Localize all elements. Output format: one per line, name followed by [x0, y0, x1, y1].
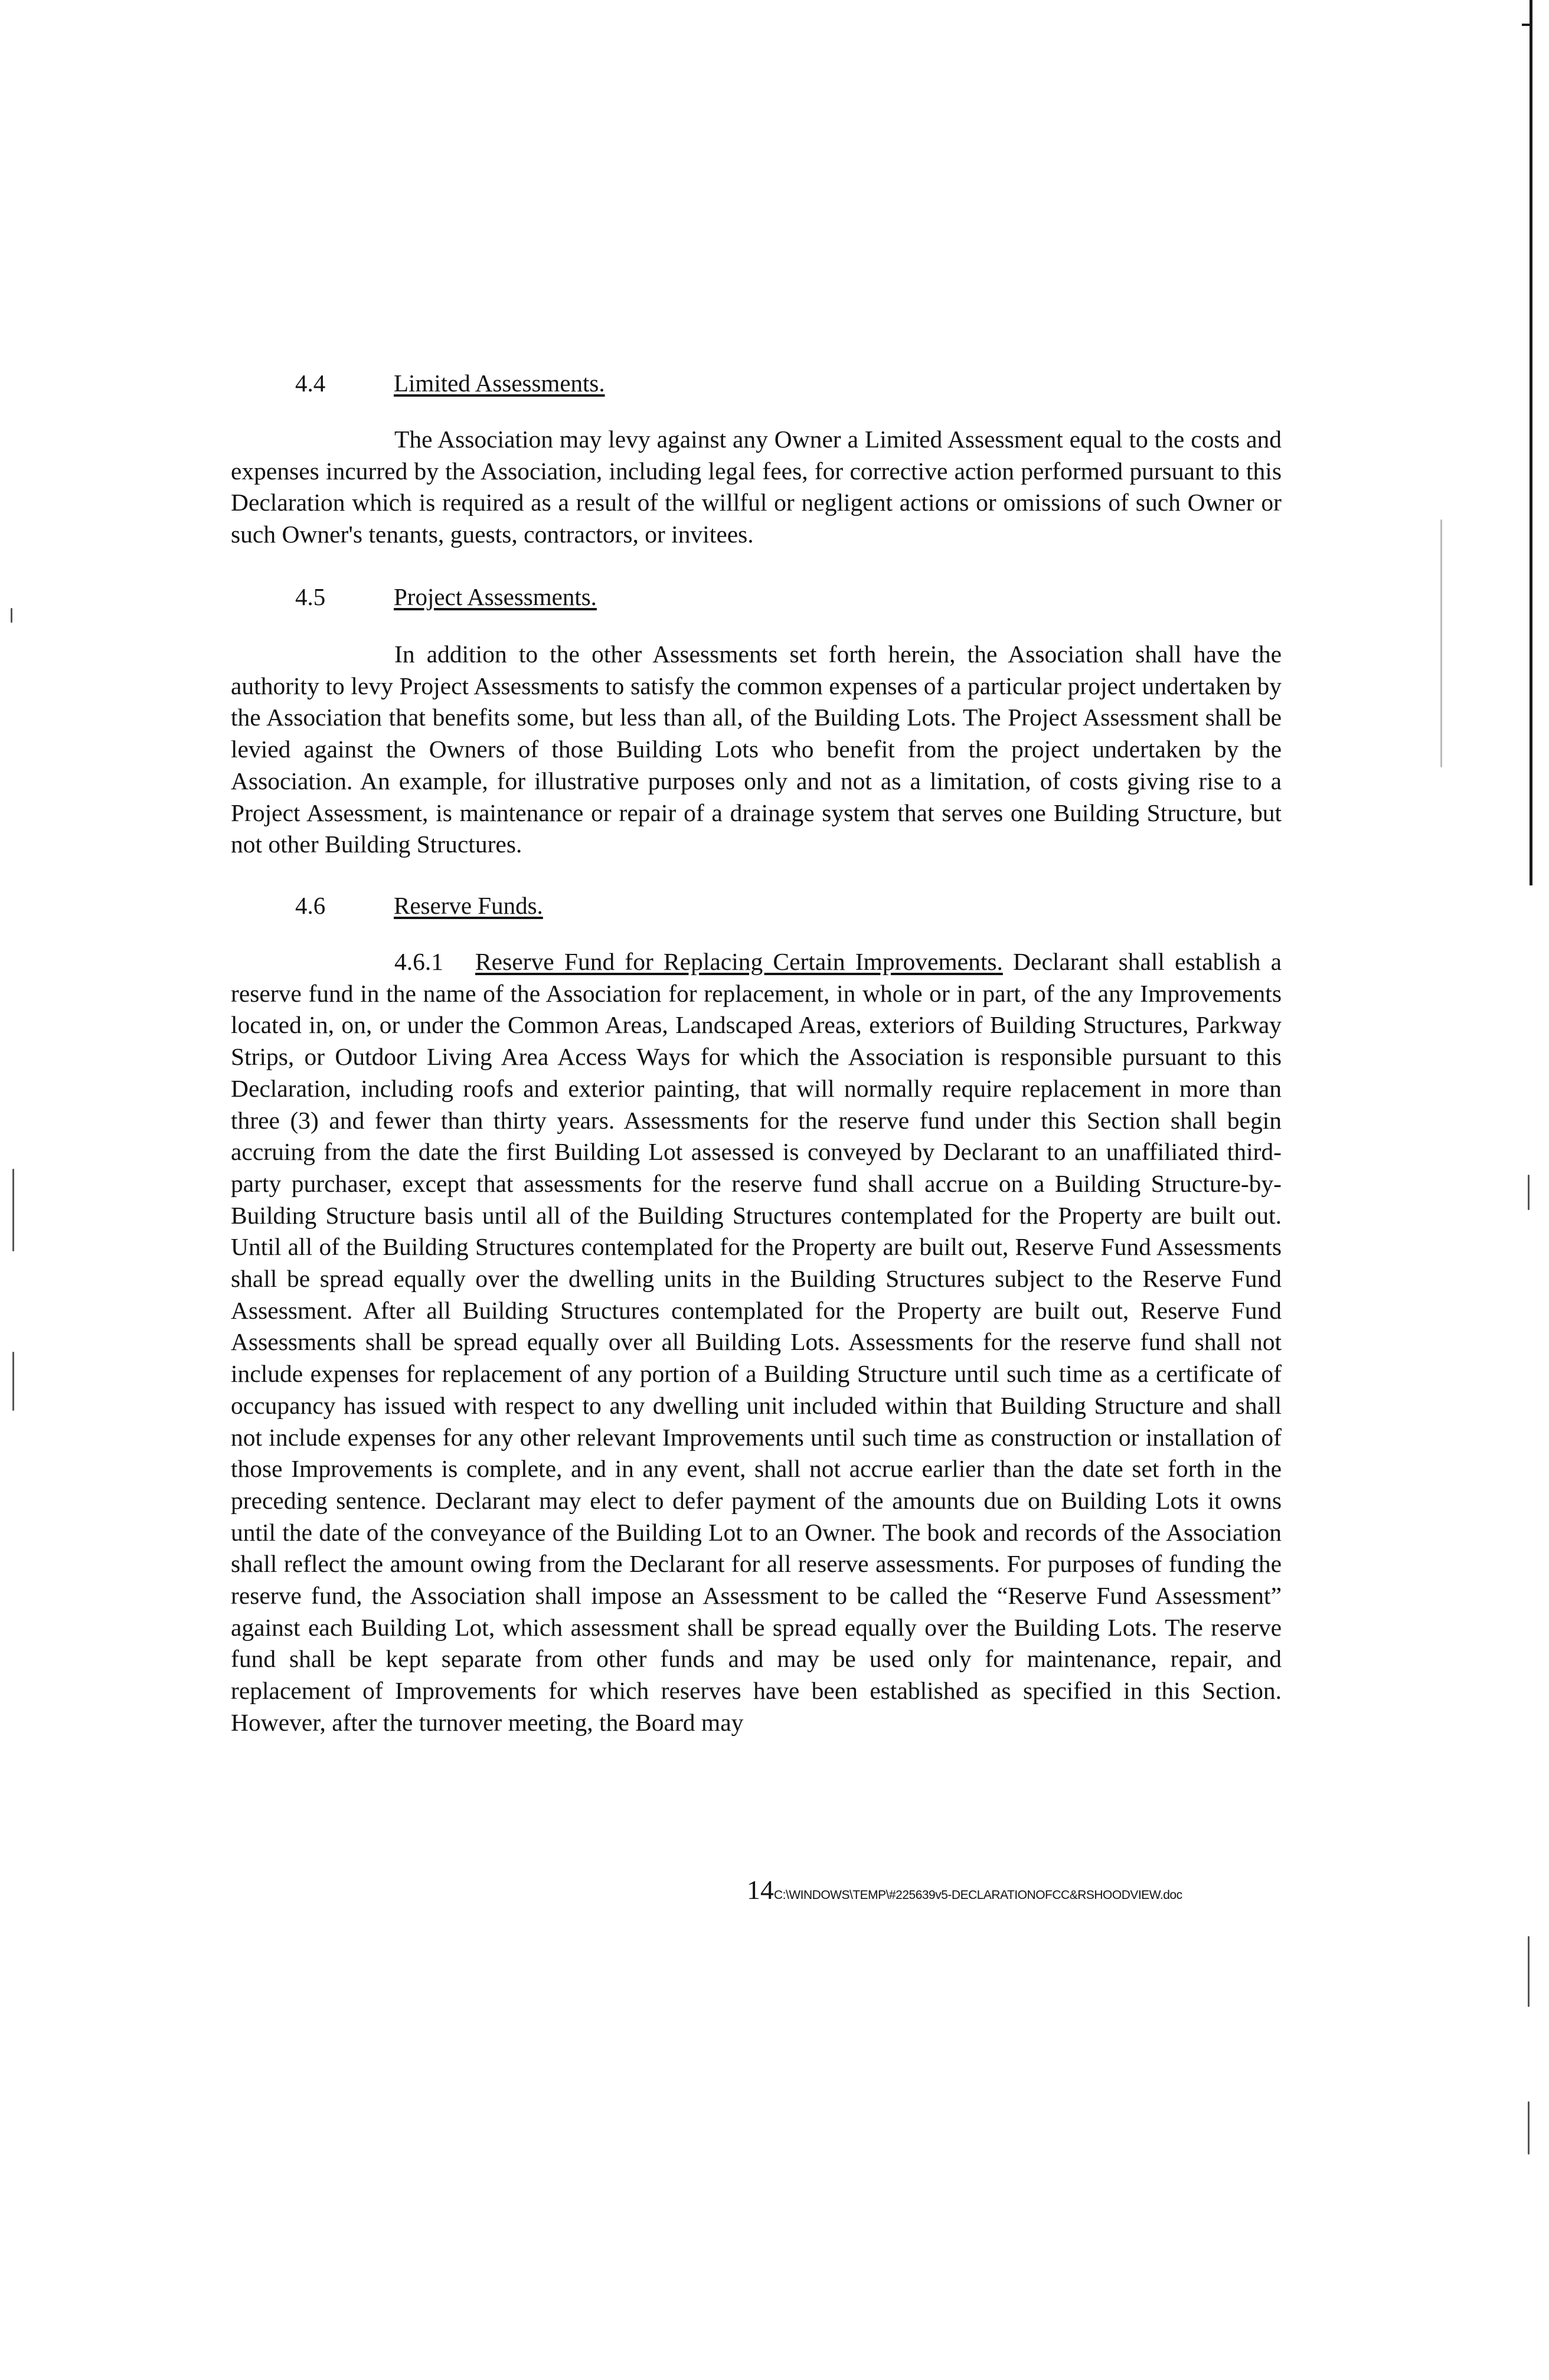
subsection-paragraph-4-6-1 — [231, 946, 1282, 1739]
subsection-text: Declarant shall establish a reserve fund in the name of the Association for replacement, in whole or in part, of the any Improvements located in, on, or under the Common Areas, Landscaped Areas, exteriors of Building Structures, Parkway Strips, or Outdoor Living Area Access Ways for which the Association is responsible pursuant to this Declaration, including roofs and exterior painting, that will normally require replacement in more than three (3) and fewer than thirty years. Assessments for the reserve fund under this Section shall begin accruing from the date the first Building Lot assessed is conveyed by Declarant to an unaffiliated third-party purchaser, except that assessments for the reserve fund shall accrue on a Building Structure-by-Building Structure basis until all of the Building Structures contemplated for the Property are built out. Until all of the Building Structures contemplated for the Property are built out, Reserve Fund Assessments shall be spread equally over the dwelling units in the Building Structures subject to the Reserve Fund Assessment. After all Building Structures contemplated for the Property are built out, Reserve Fund Assessments shall be spread equally over all Building Lots. Assessments for the reserve fund shall not include expenses for replacement of any portion of a Building Structure until such time as a certificate of occupancy has issued with respect to any dwelling unit included within that Building Structure and shall not include expenses for any other relevant Improvements until such time as construction or installation of those Improvements is complete, and in any event, shall not accrue earlier than the date set forth in the preceding sentence. Declarant may elect to defer payment of the amounts due on Building Lots it owns until the date of the conveyance of the Building Lot to an Owner. The book and records of the Association shall reflect the amount owing from the Declarant for all reserve assessments. For purposes of funding the reserve fund, the Association shall impose an Assessment to be called the “Reserve Fund Assessment” against each Building Lot, which assessment shall be spread equally over the Building Lots. The reserve fund shall be kept separate from other funds and may be used only for maintenance, repair, and replacement of Improvements for which reserves have been established as specified in this Section. However, after the turnover meeting, the Board may — [231, 948, 1282, 1736]
section-number: 4.5 — [295, 583, 326, 610]
section-title: Limited Assessments. — [394, 370, 605, 397]
scan-speck — [12, 1169, 14, 1251]
scan-speck — [1528, 1175, 1530, 1210]
section-heading-4-6 — [295, 890, 543, 921]
section-paragraph-4-5: In addition to the other Assessments set forth herein, the Association shall have the authority to levy Project Assessments to satisfy the common expenses of a particular project undertaken by the Association that benefits some, but less than all, of the Building Lots. The Project Assessment shall be levied against the Owners of those Building Lots who benefit from the project undertaken by the Association. An example, for illustrative purposes only and not as a limitation, of costs giving rise to a Project Assessment, is maintenance or repair of a drainage system that serves one Building Structure, but not other Building Structures. — [231, 640, 1282, 858]
scan-edge-right — [1530, 0, 1532, 885]
scan-speck — [11, 608, 12, 623]
section-heading-4-5 — [295, 581, 597, 612]
page-number: 14 — [747, 1875, 774, 1905]
scan-speck — [12, 1352, 14, 1411]
section-title: Reserve Funds. — [394, 892, 543, 919]
section-paragraph-4-4: The Association may levy against any Owner a Limited Assessment equal to the costs and expenses incurred by the Association, including legal fees, for corrective action performed pursuant to this Declaration which is required as a result of the willful or negligent actions or omissions of such Owner or such Owner's tenants, guests, contractors, or invitees. — [231, 426, 1282, 548]
section-title: Project Assessments. — [394, 583, 597, 610]
subsection-number: 4.6.1 — [394, 948, 443, 975]
subsection-title: Reserve Fund for Replacing Certain Improvements. — [475, 948, 1003, 975]
scan-edge-top-right — [1522, 24, 1532, 26]
file-path: C:\WINDOWS\TEMP\#225639v5-DECLARATIONOFCC&RSHOODVIEW.doc — [774, 1888, 1182, 1902]
section-heading-4-4 — [295, 368, 605, 398]
section-number: 4.4 — [295, 370, 326, 397]
page-footer — [747, 1874, 1182, 1905]
scan-speck — [1528, 1936, 1530, 2007]
scan-speck — [1528, 2101, 1530, 2155]
section-number: 4.6 — [295, 892, 326, 919]
scan-speck — [1440, 519, 1442, 767]
